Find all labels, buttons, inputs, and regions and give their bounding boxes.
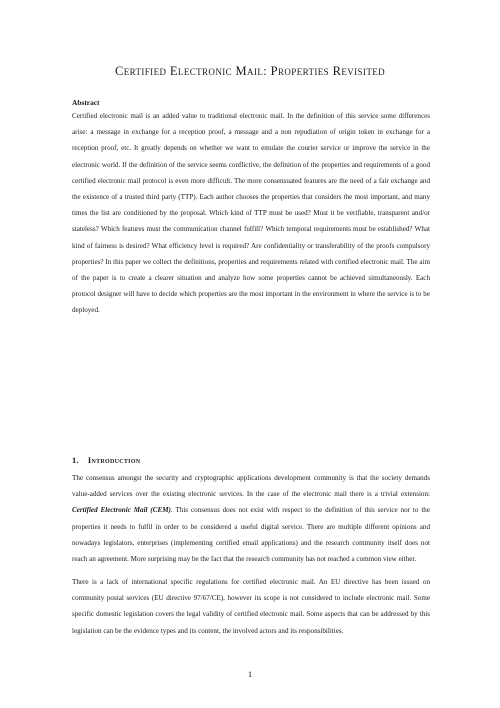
abstract-heading: Abstract xyxy=(72,98,100,107)
section-heading-introduction xyxy=(72,456,140,465)
paper-title: Certified Electronic Mail: Properties Revisited xyxy=(114,64,386,78)
introduction-paragraph-2: There is a lack of international specific regulations for certified electronic mail. An EU directive has been issued on community postal services (EU directive 97/67/CE), however its scope is not considered to include electronic mail. Some specific domestic legislation covers the legal validity of certified electronic mail. Some aspects that can be addressed by this legislation can be the evidence types and its content, the involved actors and its responsibilities. xyxy=(72,578,430,635)
intro-p1-text-before: The consensus amongst the security and cryptographic applications development community is that the society demands value-added services over the existing electronic services. In the case of the electronic mail there is a trivial extension: xyxy=(72,474,430,499)
section-number: 1. xyxy=(72,456,79,465)
section-title: Introduction xyxy=(87,456,141,465)
cem-emphasis: Certified Electronic Mail (CEM) xyxy=(72,506,171,515)
intro-p1-text-after: . This consensus does not exist with respect to the definition of this service nor to the properties it needs to fulfil in order to be considered a useful digital service. There are multiple different opinions and nowadays legislators, enterprises (implementing certified email applications) and the research community itself does not reach an agreement. More surprising may be the fact that the research community has not reached a common view either. xyxy=(72,506,430,564)
page-number: 1 xyxy=(247,669,253,679)
introduction-paragraph-1 xyxy=(72,470,430,567)
abstract-text: Certified electronic mail is an added value to traditional electronic mail. In the definition of this service some differences arise: a message in exchange for a reception proof, a message and a non repudiation of origin token in exchange for a reception proof, etc. It greatly depends on whether we want to emulate the courier service or improve the service in the electronic world. If the definition of the service seems conflictive, the definition of the properties and requirements of a good certified electronic mail protocol is even more difficult. The more consensuated features are the need of a fair exchange and the existence of a trusted third party (TTP). Each author chooses the properties that considers the most important, and many times the list are conditioned by the proposal. Which kind of TTP must be used? Must it be verifiable, transparent and/or stateless? Which features must the communication channel fulfill? Which temporal requirements must be established? What kind of fairness is desired? What efficiency level is required? Are confidentiality or transferability of the proofs compulsory properties? In this paper we collect the definitions, properties and requirements related with certified electronic mail. The aim of the paper is to create a clearer situation and analyze how some properties cannot be achieved simultaneously. Each protocol designer will have to decide which properties are the most important in the environment in where the service is to be deployed. xyxy=(72,112,430,315)
